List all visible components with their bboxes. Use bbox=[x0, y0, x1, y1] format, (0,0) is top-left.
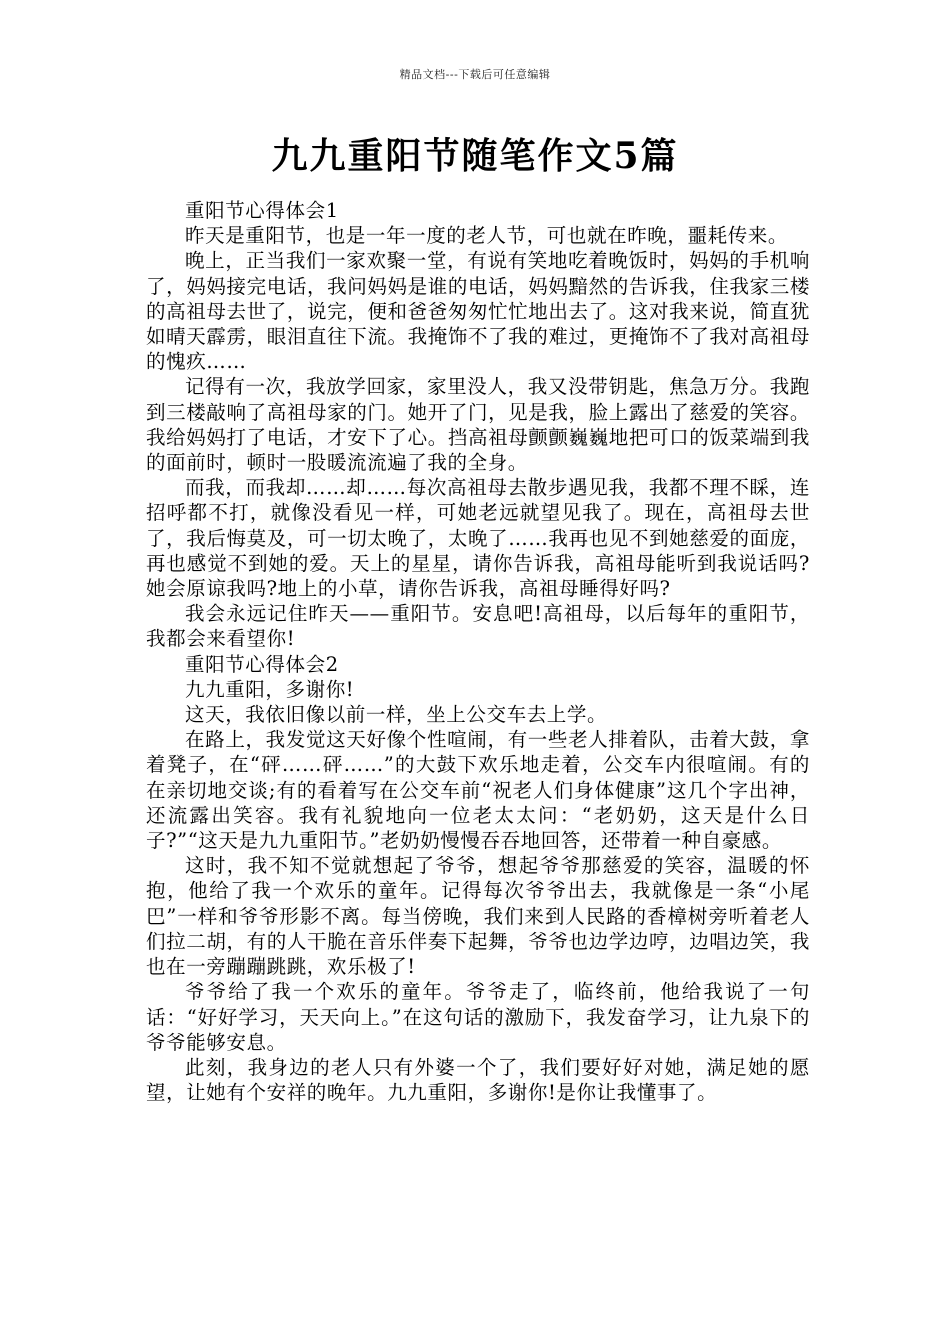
paragraph: 我会永远记住昨天——重阳节。安息吧!高祖母，以后每年的重阳节，我都会来看望你! bbox=[146, 602, 810, 651]
paragraph: 昨天是重阳节，也是一年一度的老人节，可也就在昨晚，噩耗传来。 bbox=[185, 224, 789, 248]
paragraph: 晚上，正当我们一家欢聚一堂，有说有笑地吃着晚饭时，妈妈的手机响了，妈妈接完电话，我问妈妈是谁的电话，妈妈黯然的告诉我，住我家三楼的高祖母去世了，说完，便和爸爸匆匆忙忙地出去了。这对我来说，简直犹如晴天霹雳，眼泪直往下流。我掩饰不了我的难过，更掩饰不了我对高祖母的愧疚…… bbox=[146, 249, 810, 374]
paragraph: 这天，我依旧像以前一样，坐上公交车去上学。 bbox=[185, 703, 608, 727]
paragraph: 九九重阳，多谢你! bbox=[185, 677, 355, 701]
paragraph: 爷爷给了我一个欢乐的童年。爷爷走了，临终前，他给我说了一句话：“好好学习，天天向上。”在这句话的激励下，我发奋学习，让九泉下的爷爷能够安息。 bbox=[146, 980, 810, 1054]
paragraph: 这时，我不知不觉就想起了爷爷，想起爷爷那慈爱的笑容，温暖的怀抱，他给了我一个欢乐的童年。记得每次爷爷出去，我就像是一条“小尾巴”一样和爷爷形影不离。每当傍晚，我们来到人民路的香樟树旁听着老人们拉二胡，有的人干脆在音乐伴奏下起舞，爷爷也边学边哼，边唱边笑，我也在一旁蹦蹦跳跳，欢乐极了! bbox=[146, 854, 810, 979]
section-heading-2: 重阳节心得体会2 bbox=[185, 652, 339, 676]
paragraph: 而我，而我却……却……每次高祖母去散步遇见我，我都不理不睬，连招呼都不打，就像没看见一样，可她老远就望见我了。现在，高祖母去世了，我后悔莫及，可一切太晚了，太晚了……我再也见不到她慈爱的面庞，再也感觉不到她的爱。天上的星星，请你告诉我，高祖母能听到我说话吗?她会原谅我吗?地上的小草，请你告诉我，高祖母睡得好吗? bbox=[146, 476, 810, 601]
document-body bbox=[146, 198, 810, 1105]
section-heading-1: 重阳节心得体会1 bbox=[185, 199, 339, 222]
page-header-note: 精品文档---下载后可任意编辑 bbox=[399, 68, 551, 81]
paragraph: 此刻，我身边的老人只有外婆一个了，我们要好好对她，满足她的愿望，让她有个安祥的晚年。九九重阳，多谢你!是你让我懂事了。 bbox=[146, 1055, 810, 1105]
document-title: 九九重阳节随笔作文5篇 bbox=[271, 135, 679, 177]
paragraph: 记得有一次，我放学回家，家里没人，我又没带钥匙，焦急万分。我跑到三楼敲响了高祖母家的门。她开了门，见是我，脸上露出了慈爱的笑容。我给妈妈打了电话，才安下了心。挡高祖母颤颤巍巍地把可口的饭菜端到我的面前时，顿时一股暖流流遍了我的全身。 bbox=[146, 375, 810, 475]
paragraph: 在路上，我发觉这天好像个性喧闹，有一些老人排着队，击着大鼓，拿着凳子，在“砰……砰……”的大鼓下欢乐地走着，公交车内很喧闹。有的在亲切地交谈;有的看着写在公交车前“祝老人们身体健康”这几个字出神，还流露出笑容。我有礼貌地向一位老太太问：“老奶奶，这天是什么日子?”“这天是九九重阳节。”老奶奶慢慢吞吞地回答，还带着一种自豪感。 bbox=[146, 728, 810, 853]
